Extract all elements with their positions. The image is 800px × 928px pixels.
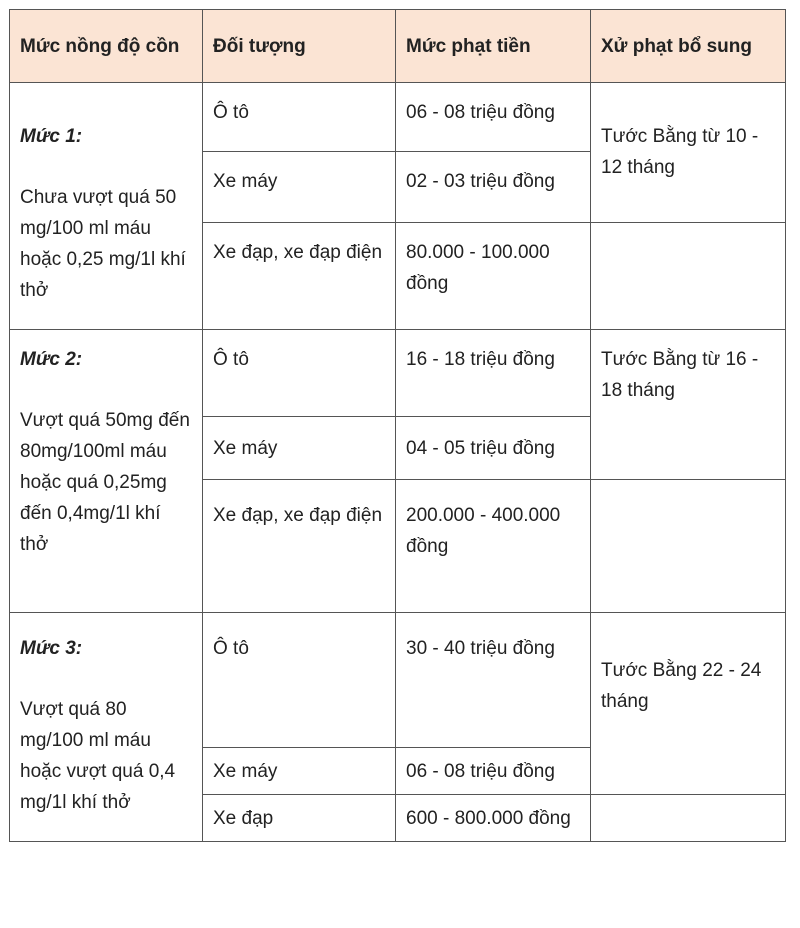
level-description: Vượt quá 50mg đến 80mg/100ml máu hoặc quá 0,25mg đến 0,4mg/1l khí thở [20,410,190,555]
level-description: Vượt quá 80 mg/100 ml máu hoặc vượt quá 0,4 mg/1l khí thở [20,699,176,813]
penalty-table-container [9,9,786,842]
level-title: Mức 2: [20,349,83,370]
fine-cell: 06 - 08 triệu đồng [396,748,591,795]
fine-cell: 600 - 800.000 đồng [396,795,591,842]
level-title: Mức 3: [20,638,83,659]
fine-cell: 30 - 40 triệu đồng [396,613,591,748]
vehicle-cell: Ô tô [203,83,396,152]
vehicle-cell: Xe máy [203,152,396,223]
fine-cell: 04 - 05 triệu đồng [396,417,591,480]
level-description: Chưa vượt quá 50 mg/100 ml máu hoặc 0,25 mg/1l khí thở [20,187,186,301]
vehicle-cell: Xe máy [203,748,396,795]
fine-cell: 16 - 18 triệu đồng [396,330,591,417]
vehicle-cell: Xe đạp [203,795,396,842]
alcohol-penalty-table [9,9,786,842]
vehicle-cell: Xe máy [203,417,396,480]
fine-cell: 06 - 08 triệu đồng [396,83,591,152]
table-row [10,613,786,748]
vehicle-cell: Xe đạp, xe đạp điện [203,480,396,613]
level-title: Mức 1: [20,126,83,147]
sanction-cell: Tước Bằng 22 - 24 tháng [591,613,786,795]
vehicle-cell: Ô tô [203,613,396,748]
level-cell [10,330,203,613]
fine-cell: 80.000 - 100.000 đồng [396,223,591,330]
level-cell [10,83,203,330]
fine-cell: 200.000 - 400.000 đồng [396,480,591,613]
vehicle-cell: Xe đạp, xe đạp điện [203,223,396,330]
header-alcohol-level: Mức nồng độ cồn [10,10,203,83]
empty-sanction-cell [591,480,786,613]
header-additional-penalty: Xử phạt bổ sung [591,10,786,83]
table-header-row [10,10,786,83]
header-subject: Đối tượng [203,10,396,83]
sanction-cell: Tước Bằng từ 10 - 12 tháng [591,83,786,223]
level-cell [10,613,203,842]
fine-cell: 02 - 03 triệu đồng [396,152,591,223]
empty-sanction-cell [591,223,786,330]
sanction-cell: Tước Bằng từ 16 - 18 tháng [591,330,786,480]
table-row [10,330,786,417]
header-fine: Mức phạt tiền [396,10,591,83]
vehicle-cell: Ô tô [203,330,396,417]
table-row [10,83,786,152]
empty-sanction-cell [591,795,786,842]
